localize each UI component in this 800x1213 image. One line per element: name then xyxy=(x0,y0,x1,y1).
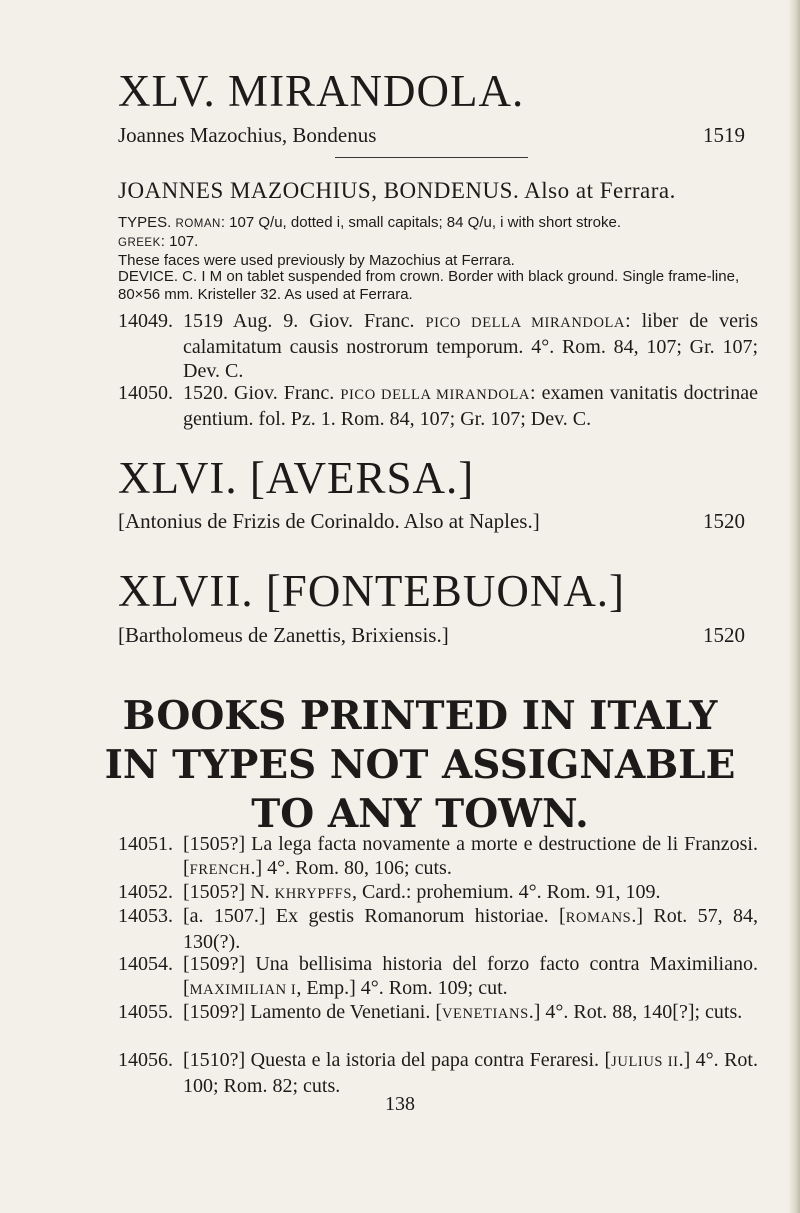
entry-text: [1509?] Una bellisima historia del forzo facto contra Maximiliano. [MAXIMILIAN I, Emp.] 4°. Rom. 109; cut. xyxy=(183,953,758,999)
printer-name: [Bartholomeus de Zanettis, Brixiensis.] xyxy=(118,623,449,647)
entry-text: [1510?] Questa e la istoria del papa contra Feraresi. [JULIUS II.] 4°. Rot. 100; Rom. 82; cuts. xyxy=(183,1049,758,1097)
page-edge-shadow xyxy=(788,0,800,1213)
types-greek-text: : 107. xyxy=(160,233,199,250)
entry-14053 xyxy=(118,904,758,954)
entry-number: 14050. xyxy=(118,382,173,404)
entry-text: [1505?] La lega facta novamente a morte e destructione de li Franzosi. [FRENCH.] 4°. Rom. 80, 106; cuts. xyxy=(183,833,758,879)
printer-heading: JOANNES MAZOCHIUS, BONDENUS. Also at Ferrara. xyxy=(118,178,676,203)
entry-14056 xyxy=(118,1048,758,1098)
section-heading-aversa: XLVI. [AVERSA.] xyxy=(118,453,475,503)
entry-number: 14054. xyxy=(118,953,173,975)
types-paragraph xyxy=(118,214,758,270)
types-roman-label: ROMAN xyxy=(175,218,221,230)
entry-text: [a. 1507.] Ex gestis Romanorum historiae. [ROMANS.] Rot. 57, 84, 130(?). xyxy=(183,905,758,953)
types-label: TYPES. xyxy=(118,214,176,231)
section-subline-mirandola xyxy=(118,123,745,148)
entry-14051 xyxy=(118,832,758,882)
entry-14052 xyxy=(118,880,758,906)
entry-number: 14052. xyxy=(118,881,173,903)
entry-number: 14055. xyxy=(118,1001,173,1023)
year: 1520 xyxy=(703,623,745,647)
entry-14049 xyxy=(118,309,758,383)
entry-number: 14051. xyxy=(118,833,173,855)
year: 1520 xyxy=(703,509,745,533)
page-number: 138 xyxy=(385,1093,415,1115)
device-paragraph: DEVICE. C. I M on tablet suspended from crown. Border with black ground. Single frame-line, 80×56 mm. Kristeller 32. As used at Ferrara. xyxy=(118,268,740,303)
types-greek-label: GREEK xyxy=(118,237,161,249)
section-heading-fontebuona: XLVII. [FONTEBUONA.] xyxy=(118,566,626,616)
entry-number: 14056. xyxy=(118,1049,173,1071)
types-roman-text: : 107 Q/u, dotted i, small capitals; 84 Q/u, i with short stroke. xyxy=(220,214,622,231)
divider-rule xyxy=(335,157,528,158)
section-heading-mirandola: XLV. MIRANDOLA. xyxy=(118,66,525,116)
entry-14054 xyxy=(118,952,758,1002)
books-title: BOOKS PRINTED IN ITALY IN TYPES NOT ASSIGNABLE TO ANY TOWN. xyxy=(104,693,736,837)
section-subline-fontebuona xyxy=(118,623,745,648)
entry-number: 14049. xyxy=(118,310,173,332)
printer-name: [Antonius de Frizis de Corinaldo. Also at Naples.] xyxy=(118,509,540,533)
entry-text: [1505?] N. KHRYPFFS, Card.: prohemium. 4°. Rom. 91, 109. xyxy=(183,881,661,903)
entry-14055 xyxy=(118,1000,758,1026)
entry-text: [1509?] Lamento de Venetiani. [VENETIANS.] 4°. Rot. 88, 140[?]; cuts. xyxy=(183,1001,743,1023)
entry-number: 14053. xyxy=(118,905,173,927)
section-subline-aversa xyxy=(118,509,745,534)
printer-name: Joannes Mazochius, Bondenus xyxy=(118,123,377,147)
entry-14050 xyxy=(118,381,758,431)
year: 1519 xyxy=(703,123,745,147)
entry-text: 1520. Giov. Franc. PICO DELLA MIRANDOLA: examen vanitatis doctrinae gentium. fol. Pz. 1. Rom. 84, 107; Gr. 107; Dev. C. xyxy=(183,382,758,430)
types-note: These faces were used previously by Mazochius at Ferrara. xyxy=(118,252,515,269)
entry-text: 1519 Aug. 9. Giov. Franc. PICO DELLA MIRANDOLA: liber de veris calamitatum causis nostrorum temporum. 4°. Rom. 84, 107; Gr. 107; Dev. C. xyxy=(183,310,758,382)
